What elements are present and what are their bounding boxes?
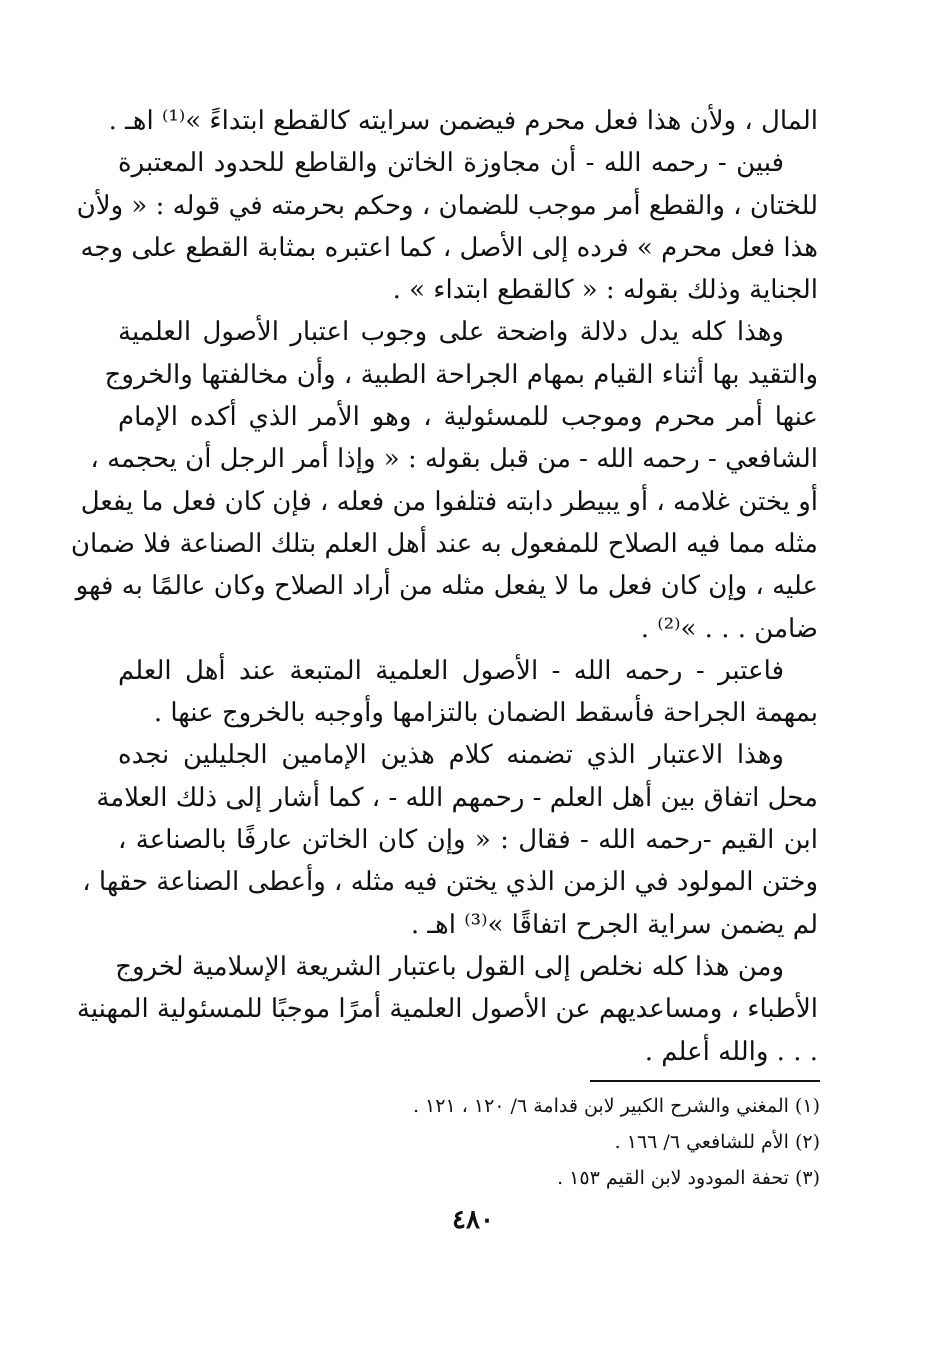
page-number: ٤٨٠: [452, 1205, 494, 1235]
text-line: عليه ، وإن كان فعل ما لا يفعل مثله من أراد الصلاح وكان عالمًا به فهو: [75, 571, 818, 602]
text-line: الأطباء ، ومساعديهم عن الأصول العلمية أمرًا موجبًا للمسئولية المهنية: [76, 994, 818, 1025]
footnote: (١) المغني والشرح الكبير لابن قدامة ٦/ ١٢٠ ، ١٢١ .: [412, 1095, 820, 1117]
footnote-separator: [590, 1080, 820, 1082]
text-line: مثله مما فيه الصلاح للمفعول به عند أهل العلم بتلك الصناعة فلا ضمان: [70, 528, 818, 559]
text-line: الشافعي - رحمه الله - من قبل بقوله : « وإذا أمر الرجل أن يحجمه ،: [90, 444, 818, 475]
text-line: فبين - رحمه الله - أن مجاوزة الخاتن والقاطع للحدود المعتبرة: [118, 148, 784, 179]
text-line: عنها أمر محرم وموجب للمسئولية ، وهو الأمر الذي أكده الإمام: [118, 402, 818, 433]
text-line: الجناية وذلك بقوله : « كالقطع ابتداء » .: [392, 275, 818, 306]
text-line: هذا فعل محرم » فرده إلى الأصل ، كما اعتبره بمثابة القطع على وجه: [80, 232, 818, 263]
main-text: [70, 100, 818, 1073]
text-line: لم يضمن سراية الجرح اتفاقًا »⁽³⁾ اهـ .: [410, 909, 818, 940]
text-line: محل اتفاق بين أهل العلم - رحمهم الله - ، كما أشار إلى ذلك العلامة: [96, 782, 818, 813]
text-line: للختان ، والقطع أمر موجب للضمان ، وحكم بحرمته في قوله : « ولأن: [76, 190, 818, 221]
text-line: أو يختن غلامه ، أو يبيطر دابته فتلفوا من فعله ، فإن كان فعل ما يفعل: [80, 486, 818, 517]
text-line: . . . والله أعلم .: [644, 1036, 818, 1067]
footnote: (٣) تحفة المودود لابن القيم ١٥٣ .: [557, 1167, 820, 1189]
text-line: ومن هذا كله نخلص إلى القول باعتبار الشريعة الإسلامية لخروج: [115, 951, 784, 982]
footnote: (٢) الأم للشافعي ٦/ ١٦٦ .: [614, 1131, 820, 1153]
text-line: وهذا الاعتبار الذي تضمنه كلام هذين الإمامين الجليلين نجده: [118, 740, 784, 771]
footnotes: [300, 1088, 820, 1196]
text-line: المال ، ولأن هذا فعل محرم فيضمن سرايته كالقطع ابتداءً »⁽¹⁾ اهـ .: [108, 106, 818, 136]
text-line: وهذا كله يدل دلالة واضحة على وجوب اعتبار الأصول العلمية: [118, 317, 784, 348]
text-line: فاعتبر - رحمه الله - الأصول العلمية المتبعة عند أهل العلم: [118, 655, 784, 686]
text-line: بمهمة الجراحة فأسقط الضمان بالتزامها وأوجبه بالخروج عنها .: [153, 698, 818, 729]
text-line: والتقيد بها أثناء القيام بمهام الجراحة الطبية ، وأن مخالفتها والخروج: [104, 359, 818, 390]
text-line: وختن المولود في الزمن الذي يختن فيه مثله ، وأعطى الصناعة حقها ،: [82, 867, 818, 898]
text-line: ضامن . . . »⁽²⁾ .: [640, 613, 818, 644]
text-line: ابن القيم -رحمه الله - فقال : « وإن كان الخاتن عارفًا بالصناعة ،: [118, 825, 818, 856]
